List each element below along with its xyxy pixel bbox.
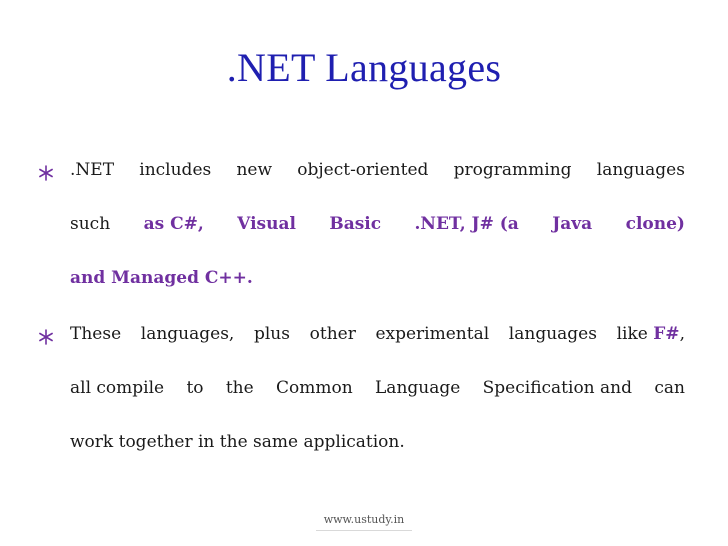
word: the — [225, 378, 254, 398]
bullet-1-line-2 — [70, 214, 685, 238]
word: other — [309, 324, 356, 344]
slide-title: .NET Languages — [226, 45, 502, 90]
word: experimental — [375, 324, 490, 344]
word: Common — [276, 378, 353, 398]
highlighted-term: Java — [552, 214, 593, 234]
word: Language — [375, 378, 461, 398]
word: to — [186, 378, 204, 398]
word: programming — [453, 160, 572, 180]
word: Specification and — [482, 378, 633, 398]
highlighted-term: and Managed C++. — [70, 268, 253, 288]
word: These — [70, 324, 122, 344]
word: .NET — [70, 160, 115, 180]
asterisk-bullet-icon — [36, 327, 56, 347]
highlighted-term: Visual — [237, 214, 296, 234]
word: includes — [139, 160, 212, 180]
like-fsharp: like F#, — [616, 324, 685, 344]
bullet-2-line-2 — [70, 378, 685, 402]
word: plus — [253, 324, 290, 344]
word-with-highlight — [617, 324, 685, 348]
asterisk-bullet-icon — [36, 163, 56, 183]
footer-url: www.ustudy.in — [323, 513, 405, 526]
highlighted-term: as C#, — [143, 214, 204, 234]
word: object-oriented — [297, 160, 429, 180]
word: such — [70, 214, 111, 234]
word: languages — [508, 324, 597, 344]
bullet-1-line-1 — [70, 160, 685, 184]
word: languages, — [140, 324, 235, 344]
highlighted-term: F# — [653, 324, 680, 344]
highlighted-term: Basic — [329, 214, 382, 234]
word: languages — [596, 160, 685, 180]
highlighted-term: clone) — [625, 214, 685, 234]
word: work together in the same application. — [70, 432, 405, 452]
bullet-1-line-3 — [70, 268, 685, 292]
highlighted-term: .NET, J# (a — [414, 214, 519, 234]
word: new — [236, 160, 273, 180]
word: all compile — [70, 378, 165, 398]
bullet-2-line-1 — [70, 324, 685, 348]
bullet-2-line-3 — [70, 432, 685, 456]
footer-divider — [316, 530, 412, 531]
word: can — [654, 378, 685, 398]
